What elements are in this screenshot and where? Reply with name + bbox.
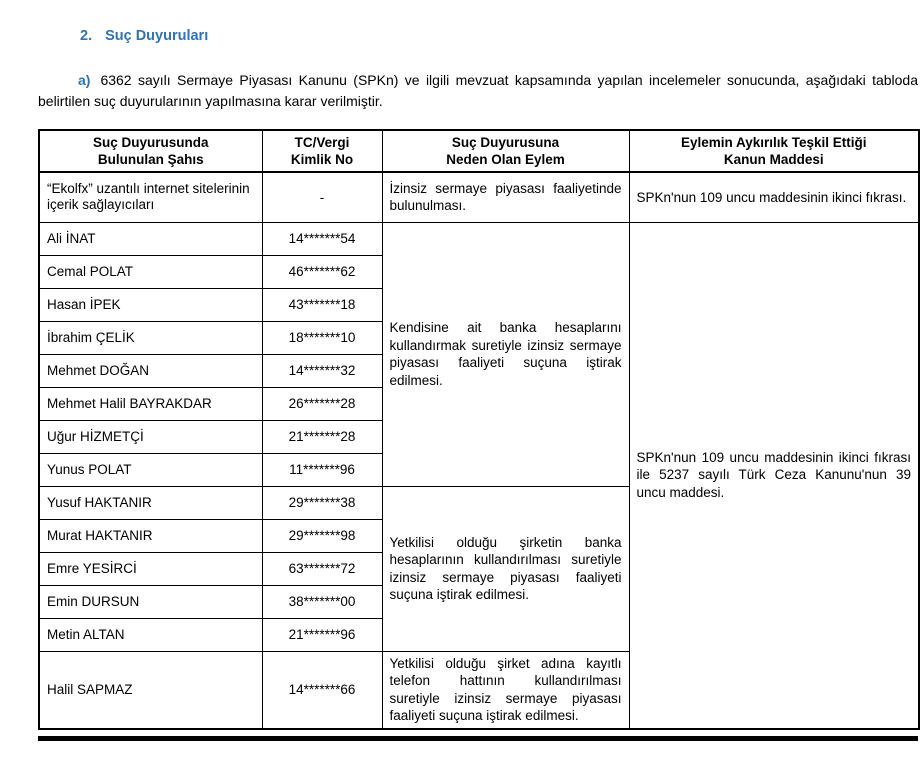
person-name-cell: Metin ALTAN [39, 618, 262, 651]
person-id-cell: 21*******28 [262, 420, 382, 453]
person-name-cell: İbrahim ÇELİK [39, 321, 262, 354]
person-name-cell: Ali İNAT [39, 222, 262, 255]
person-name-cell: Emin DURSUN [39, 585, 262, 618]
intro-paragraph [38, 70, 918, 112]
intro-item-marker: a) [78, 72, 91, 88]
intro-text: 6362 sayılı Sermaye Piyasası Kanunu (SPKn) ve ilgili mevzuat kapsamında yapılan incelemeler sonucunda, aşağıdaki tabloda belirtilen suç duyurularının yapılmasına karar verilmiştir. [38, 72, 918, 109]
person-id-cell: 29*******38 [262, 486, 382, 519]
person-name-cell: Mehmet Halil BAYRAKDAR [39, 387, 262, 420]
col-header-kanun-maddesi: Eylemin Aykırılık Teşkil Ettiği Kanun Maddesi [629, 130, 919, 172]
person-id-cell: 38*******00 [262, 585, 382, 618]
person-name-cell: “Ekolfx” uzantılı internet sitelerinin içerik sağlayıcıları [39, 172, 262, 222]
eylem-cell: Yetkilisi olduğu şirket adına kayıtlı telefon hattının kullandırılması suretiyle izinsiz sermaye piyasası faaliyeti suçuna iştirak edilmesi. [382, 651, 629, 729]
person-name-cell: Yunus POLAT [39, 453, 262, 486]
col-header-kimlik-no: TC/Vergi Kimlik No [262, 130, 382, 172]
table-header-row [39, 130, 919, 172]
kanun-cell: SPKn'nun 109 uncu maddesinin ikinci fıkrası ile 5237 sayılı Türk Ceza Kanunu'nun 39 uncu maddesi. [629, 222, 919, 729]
person-id-cell: 14*******66 [262, 651, 382, 729]
document-content [38, 28, 918, 741]
person-id-cell: 14*******32 [262, 354, 382, 387]
person-name-cell: Yusuf HAKTANIR [39, 486, 262, 519]
col-header-eylem: Suç Duyurusuna Neden Olan Eylem [382, 130, 629, 172]
col-header-sahis: Suç Duyurusunda Bulunulan Şahıs [39, 130, 262, 172]
person-name-cell: Halil SAPMAZ [39, 651, 262, 729]
person-id-cell: 18*******10 [262, 321, 382, 354]
person-name-cell: Cemal POLAT [39, 255, 262, 288]
person-id-cell: 63*******72 [262, 552, 382, 585]
eylem-cell: İzinsiz sermaye piyasası faaliyetinde bulunulması. [382, 172, 629, 222]
criminal-complaints-table [38, 129, 920, 730]
person-id-cell: 29*******98 [262, 519, 382, 552]
person-id-cell: 14*******54 [262, 222, 382, 255]
eylem-cell: Yetkilisi olduğu şirketin banka hesaplarının kullandırılması suretiyle izinsiz sermaye piyasası faaliyeti suçuna iştirak edilmesi. [382, 486, 629, 651]
person-id-cell: 21*******96 [262, 618, 382, 651]
eylem-cell: Kendisine ait banka hesaplarını kullandırmak suretiyle izinsiz sermaye piyasası faaliyeti suçuna iştirak edilmesi. [382, 222, 629, 486]
section-title: Suç Duyuruları [105, 28, 209, 44]
person-id-cell: 43*******18 [262, 288, 382, 321]
table-row [39, 172, 919, 222]
section-heading [80, 28, 918, 44]
kanun-cell: SPKn'nun 109 uncu maddesinin ikinci fıkrası. [629, 172, 919, 222]
person-id-cell: - [262, 172, 382, 222]
person-id-cell: 11*******96 [262, 453, 382, 486]
section-number: 2. [80, 28, 93, 44]
person-name-cell: Mehmet DOĞAN [39, 354, 262, 387]
person-id-cell: 26*******28 [262, 387, 382, 420]
person-name-cell: Emre YESİRCİ [39, 552, 262, 585]
person-name-cell: Murat HAKTANIR [39, 519, 262, 552]
person-id-cell: 46*******62 [262, 255, 382, 288]
next-table-top-border [38, 736, 918, 741]
person-name-cell: Uğur HİZMETÇİ [39, 420, 262, 453]
table-row [39, 222, 919, 255]
person-name-cell: Hasan İPEK [39, 288, 262, 321]
